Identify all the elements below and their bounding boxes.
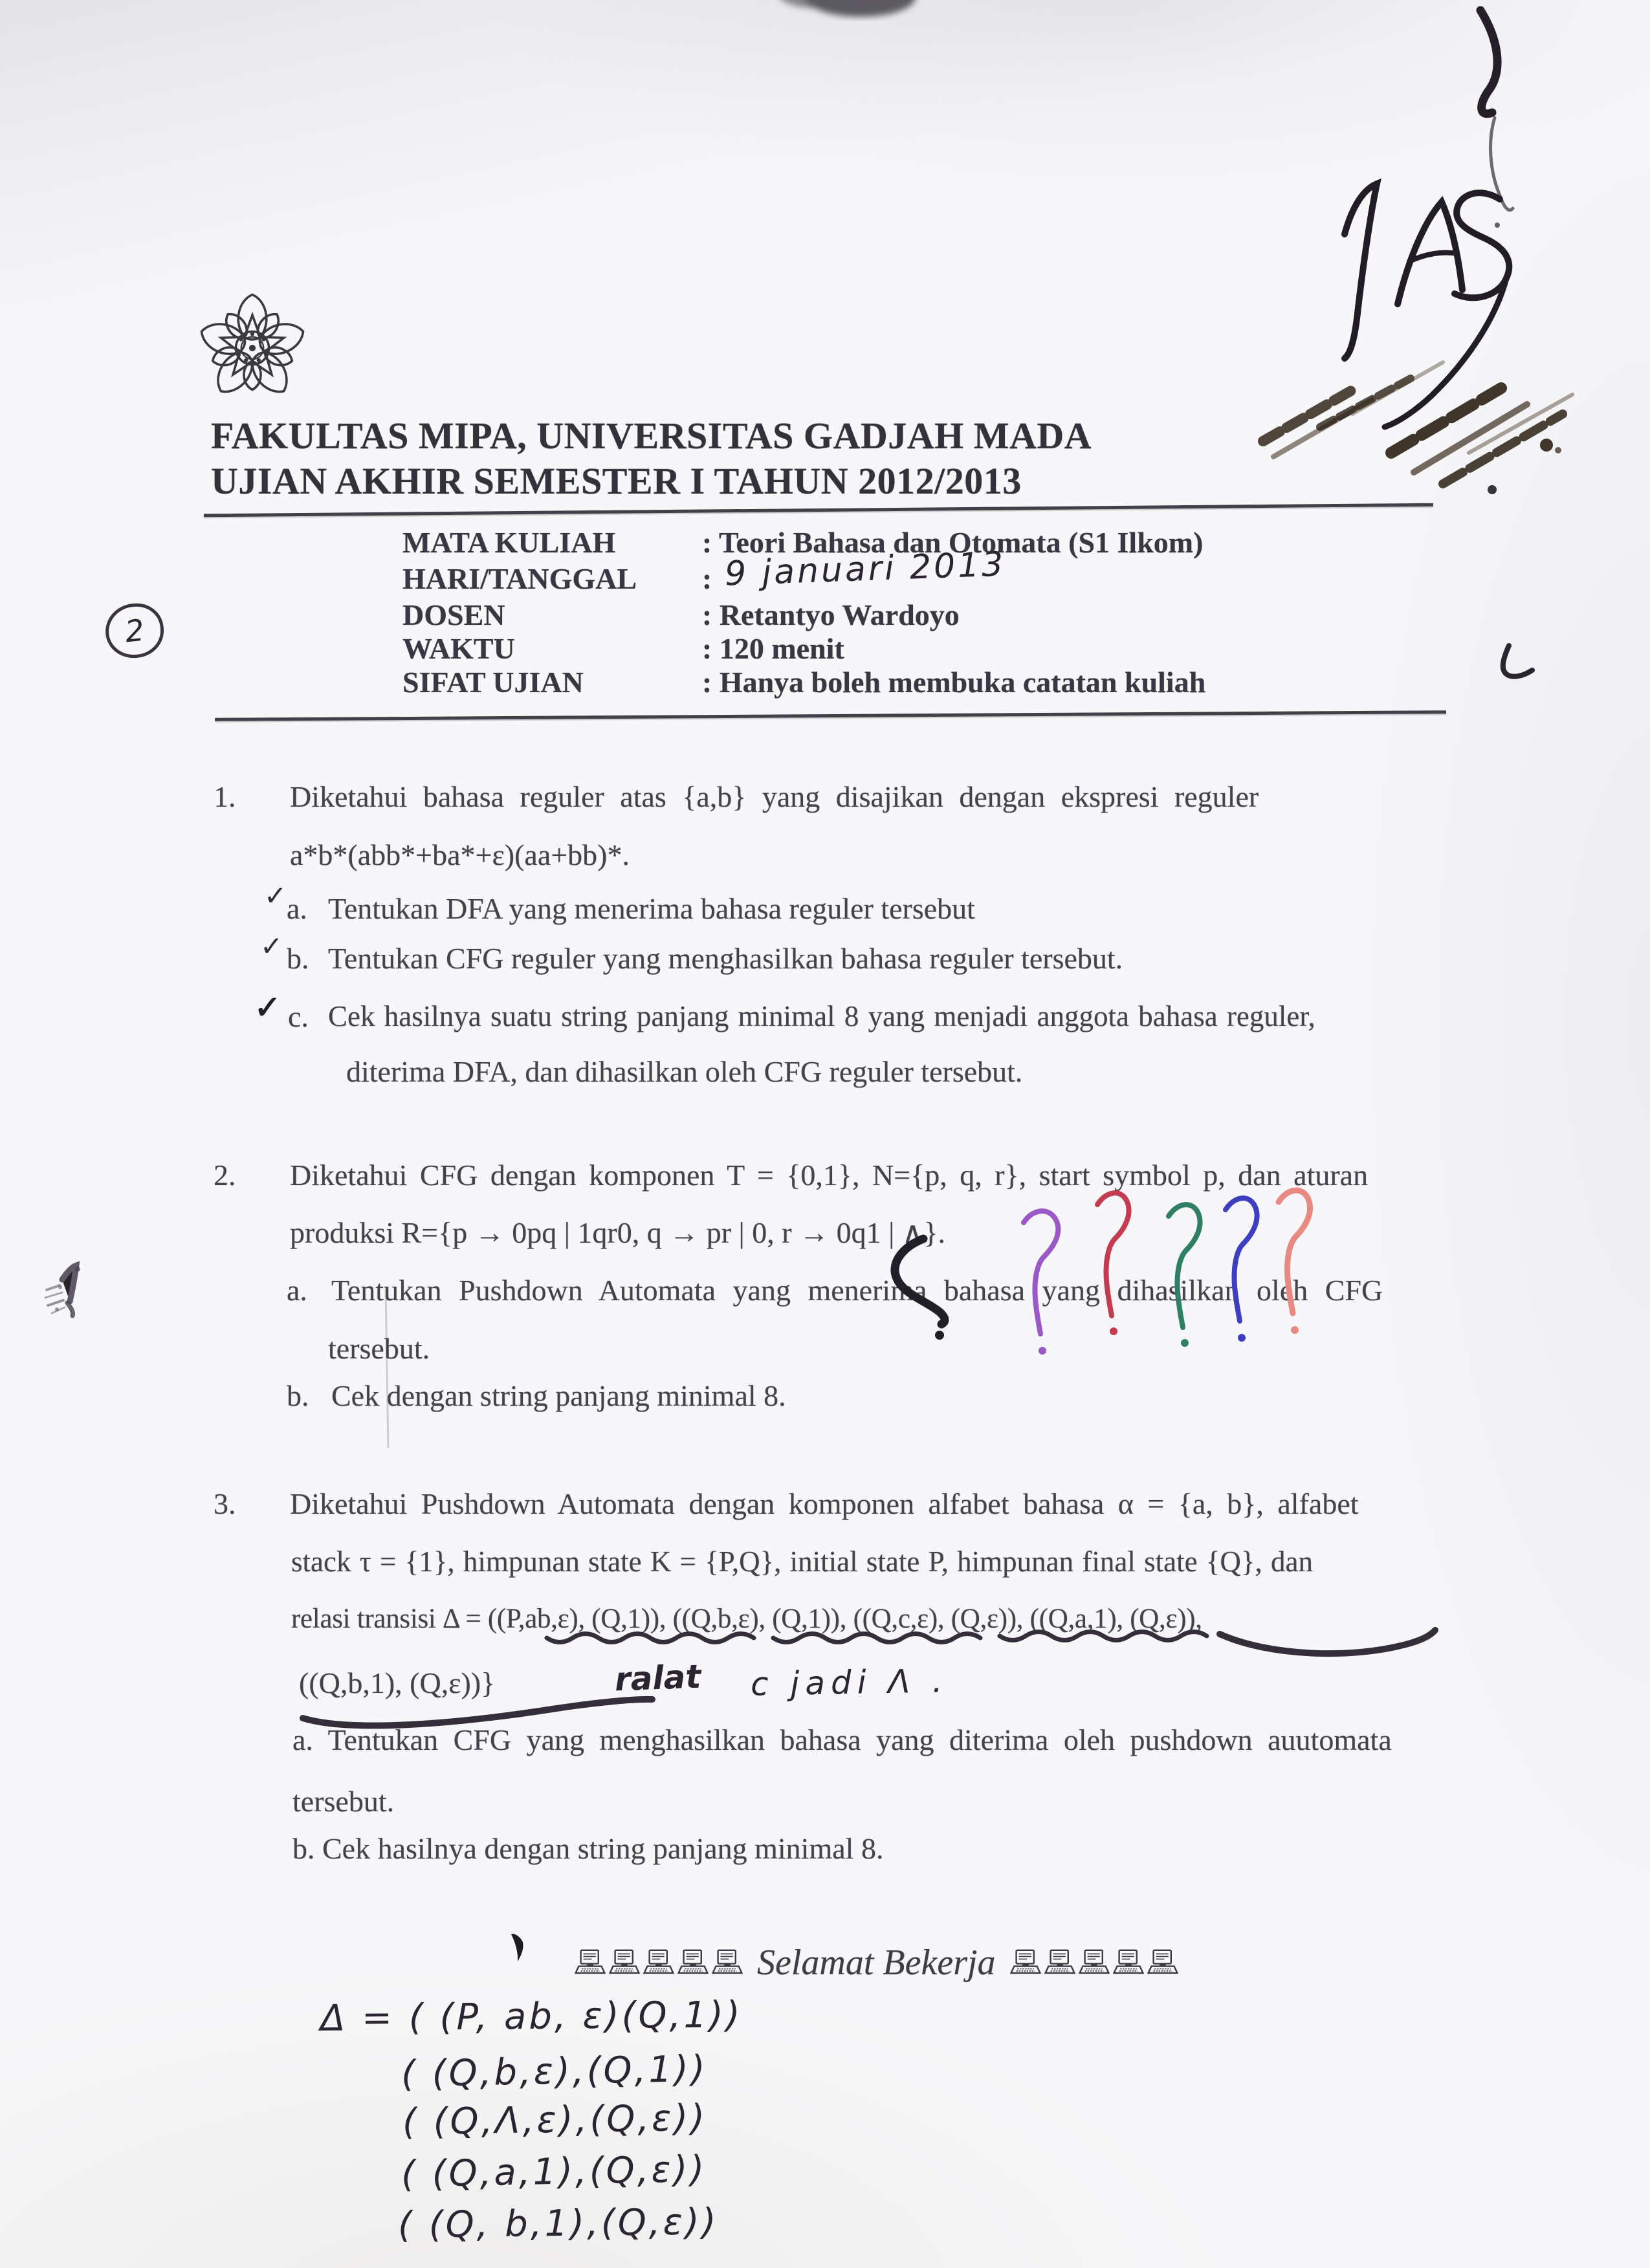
- computer-icon: [1079, 1948, 1110, 1977]
- ugm-logo: [194, 287, 311, 409]
- computer-icon: [643, 1948, 674, 1977]
- q2-b-text: Cek dengan string panjang minimal 8.: [331, 1379, 786, 1412]
- page-number-text: 2: [123, 612, 146, 649]
- footer: [575, 1942, 1178, 1983]
- q2-a-line2: tersebut.: [328, 1332, 430, 1365]
- pen-hook-mark: [1480, 10, 1513, 228]
- footer-dart-mark: [511, 1934, 523, 1961]
- header-rule-bottom: [215, 710, 1446, 721]
- q2-a-line1: Tentukan Pushdown Automata yang menerima bahasa yang dihasilkan oleh CFG: [331, 1274, 1383, 1307]
- q1-c-line1: Cek hasilnya suatu string panjang minimal 8 yang menjadi anggota bahasa reguler,: [328, 1000, 1315, 1032]
- circled-page-number: [103, 601, 166, 661]
- scribble-blue: [1226, 1198, 1257, 1342]
- q1-a-label: a.: [287, 892, 307, 925]
- pen-slip-line: [386, 1289, 388, 1448]
- pen-l-mark: [1503, 646, 1532, 677]
- meta-label-hari-tanggal: HARI/TANGGAL: [402, 562, 637, 595]
- computer-icon: [575, 1948, 606, 1977]
- q3-a-line2: tersebut.: [292, 1785, 395, 1818]
- computer-icon: [1010, 1948, 1041, 1977]
- q3-line1: Diketahui Pushdown Automata dengan komponen alfabet bahasa α = {a, b}, alfabet: [290, 1487, 1359, 1520]
- computer-icon: [609, 1948, 640, 1977]
- ink-dot: [1488, 485, 1497, 494]
- meta-value-sifat-ujian: : Hanya boleh membuka catatan kuliah: [702, 666, 1206, 699]
- meta-label-mata-kuliah: MATA KULIAH: [402, 526, 616, 559]
- handwritten-delta-line2: ( (Q,b,ε),(Q,1)): [401, 2047, 709, 2096]
- institution-title: FAKULTAS MIPA, UNIVERSITAS GADJAH MADA: [211, 415, 1092, 457]
- q1-number: 1.: [214, 780, 236, 813]
- q1-b-label: b.: [287, 942, 309, 975]
- meta-label-sifat-ujian: SIFAT UJIAN: [402, 666, 584, 699]
- computer-icon: [1113, 1948, 1144, 1977]
- scribble-crimson: [1097, 1193, 1129, 1335]
- footer-message: Selamat Bekerja: [757, 1943, 996, 1983]
- computer-icon: [1044, 1948, 1075, 1977]
- q1-line2: a*b*(abb*+ba*+ε)(aa+bb)*.: [290, 838, 630, 871]
- handwritten-delta-line1: Δ = ( (P, ab, ε)(Q,1)): [320, 1994, 743, 2040]
- q1-line1: Diketahui bahasa reguler atas {a,b} yang disajikan dengan ekspresi reguler: [290, 780, 1259, 813]
- computer-icon: [1147, 1948, 1178, 1977]
- q2-a-label: a.: [287, 1274, 307, 1307]
- handwritten-delta-line5: ( (Q, b,1),(Q,ε)): [397, 2201, 719, 2247]
- handwritten-delta-line3: ( (Q,Λ,ε),(Q,ε)): [402, 2097, 708, 2144]
- meta-label-waktu: WAKTU: [402, 632, 515, 665]
- q1-c-label: c.: [288, 1000, 309, 1033]
- q3-line4: ((Q,b,1), (Q,ε))}: [299, 1666, 496, 1699]
- computer-icons-right: [1010, 1948, 1178, 1977]
- checkmark-q1a: ✓: [264, 880, 287, 911]
- q2-number: 2.: [214, 1159, 236, 1192]
- q2-line2: produksi R={p → 0pq | 1qr0, q → pr | 0, r → 0q1 | ∧}.: [290, 1216, 946, 1249]
- checkmark-q1b: ✓: [260, 930, 283, 962]
- computer-icon: [712, 1948, 743, 1977]
- meta-label-dosen: DOSEN: [402, 598, 505, 631]
- scribble-pink: [1279, 1190, 1310, 1334]
- handwritten-date: 9 januari 2013: [724, 545, 1007, 594]
- q2-line1: Diketahui CFG dengan komponen T = {0,1}, N={p, q, r}, start symbol p, dan aturan: [290, 1159, 1369, 1192]
- q3-a-line1: a. Tentukan CFG yang menghasilkan bahasa yang diterima oleh pushdown auutomata: [292, 1723, 1392, 1756]
- header-rule-top: [204, 503, 1433, 518]
- q3-line2: stack τ = {1}, himpunan state K = {P,Q}, initial state P, himpunan final state {Q}, dan: [291, 1545, 1313, 1578]
- q1-c-line2: diterima DFA, dan dihasilkan oleh CFG reguler tersebut.: [346, 1055, 1023, 1088]
- exam-title: UJIAN AKHIR SEMESTER I TAHUN 2012/2013: [211, 460, 1022, 502]
- q1-b-text: Tentukan CFG reguler yang menghasilkan bahasa reguler tersebut.: [328, 942, 1123, 975]
- meta-colon-hari-tanggal: :: [702, 562, 712, 595]
- meta-value-mata-kuliah: : Teori Bahasa dan Otomata (S1 Ilkom): [702, 526, 1204, 559]
- checkmark-q1c: ✓: [254, 988, 281, 1026]
- q3-line3: relasi transisi Δ = ((P,ab,ε), (Q,1)), ((Q,b,ε), (Q,1)), ((Q,c,ε), (Q,ε)), ((Q,a,1), (Q,ε)),: [291, 1604, 1202, 1634]
- signature-yas: [1345, 184, 1509, 427]
- q1-a-text: Tentukan DFA yang menerima bahasa reguler tersebut: [328, 892, 975, 925]
- q3-b-text: b. Cek hasilnya dengan string panjang minimal 8.: [292, 1832, 884, 1865]
- q3-number: 3.: [214, 1487, 236, 1520]
- meta-value-dosen: : Retantyo Wardoyo: [702, 598, 960, 631]
- computer-icons-left: [575, 1948, 743, 1977]
- signature-text: [1333, 181, 1334, 182]
- left-margin-smudge: [45, 1265, 80, 1316]
- q2-b-label: b.: [287, 1379, 309, 1412]
- computer-icon: [677, 1948, 709, 1977]
- handwritten-correction-word: ralat: [614, 1657, 702, 1699]
- scan-artifact-top: [778, 0, 916, 17]
- handwritten-correction-note: c jadi Λ .: [750, 1662, 949, 1703]
- handwritten-delta-line4: ( (Q,a,1),(Q,ε)): [401, 2148, 707, 2196]
- ink-smudge-streaks: [1263, 362, 1572, 484]
- meta-value-waktu: : 120 menit: [702, 632, 844, 665]
